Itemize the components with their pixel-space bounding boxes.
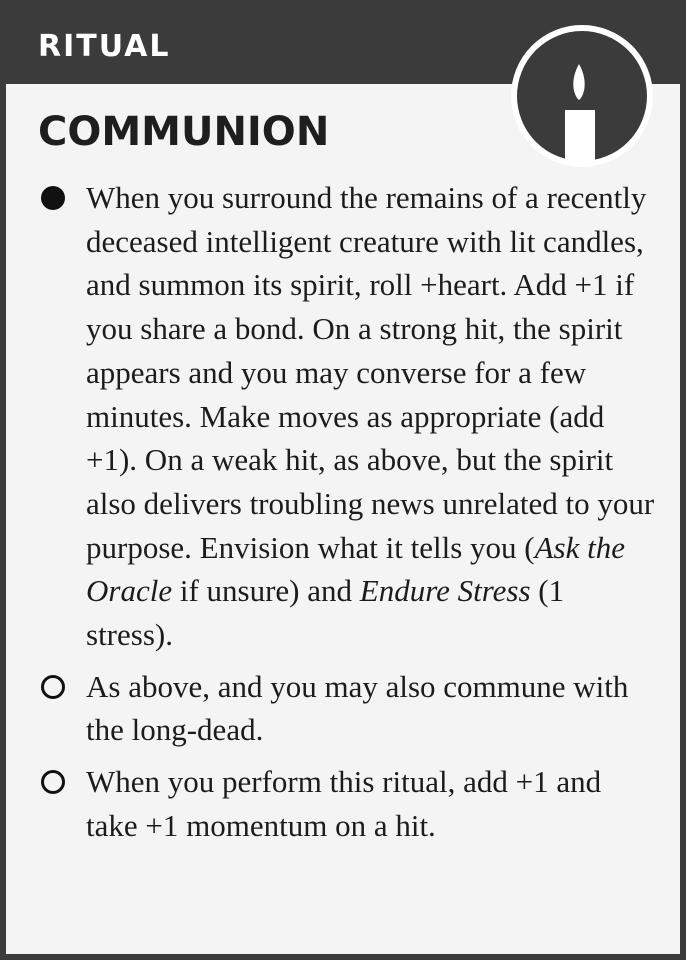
candle-icon xyxy=(517,31,647,161)
ability-2 xyxy=(36,665,656,752)
ability-3-text: When you perform this ritual, add +1 and take +1 momentum on a hit. xyxy=(86,764,602,843)
ability-1-checkbox-filled[interactable] xyxy=(41,186,65,210)
ability-2-text: As above, and you may also commune with the long-dead. xyxy=(86,668,629,748)
card-category: RITUAL xyxy=(38,29,171,64)
move-list xyxy=(36,176,656,856)
card-title: COMMUNION xyxy=(38,109,330,155)
ability-1 xyxy=(36,176,656,657)
ability-3 xyxy=(36,760,656,847)
ability-2-checkbox-empty[interactable] xyxy=(41,675,65,699)
ability-1-text: When you surround the remains of a recently deceased intelligent creature with lit candles, and summon its spirit, roll +heart. Add +1 if you share a bond. On a strong hit, the spirit appears and you may converse for a few minutes. Make moves as appropriate (add +1). On a weak hit, as above, but the spirit also delivers troubling news unrelated to your purpose. Envision what it tells you (Ask the Oracle if unsure) and Endure Stress (1 stress). xyxy=(86,180,655,653)
ability-3-checkbox-empty[interactable] xyxy=(41,770,65,794)
candle-emblem xyxy=(511,25,653,167)
